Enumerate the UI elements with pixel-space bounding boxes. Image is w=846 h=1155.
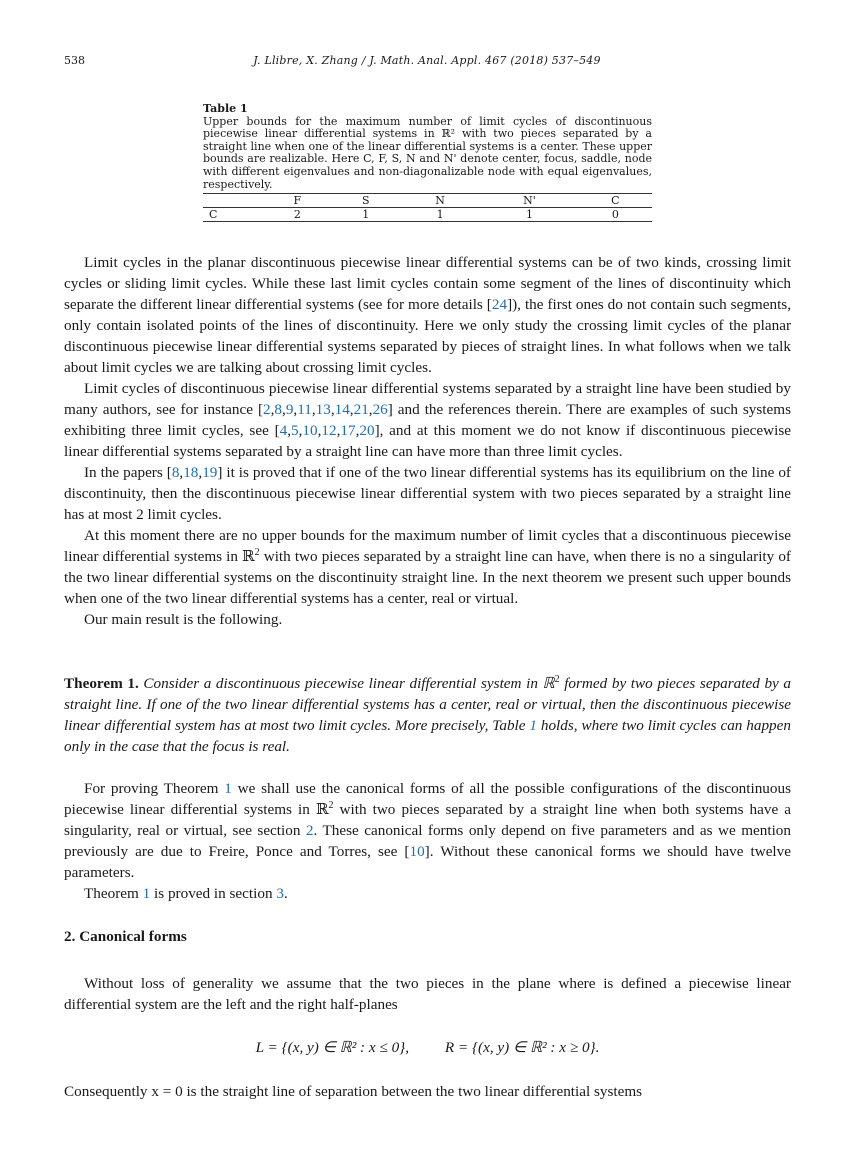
table-cell: 2: [263, 208, 332, 222]
page-number: 538: [64, 54, 85, 67]
intro-paragraphs: [64, 252, 791, 630]
theorem-1: [64, 673, 791, 757]
table-cell: 0: [579, 208, 652, 222]
table-cell: 1: [480, 208, 578, 222]
separation-line-paragraph: [64, 1081, 791, 1102]
paragraph: Our main result is the following.: [84, 611, 283, 628]
paragraph: In the papers [8,18,19] it is proved that if one of the two linear differential systems has its equilibrium on the line of discontinuity, then the discontinuous piecewise linear differential system with two pieces separated by a straight line has at most 2 limit cycles.: [64, 464, 791, 523]
paragraph: Limit cycles in the planar discontinuous piecewise linear differential systems can be of two kinds, crossing limit cycles or sliding limit cycles. While these last limit cycles contain some segment of the lines of discontinuity which separate the different linear differential systems (see for more details [24]), the first ones do not contain such segments, only contain isolated points of the lines of discontinuity. Here we only study the crossing limit cycles of the planar discontinuous piecewise linear differential systems separated by pieces of straight lines. In what follows when we talk about limit cycles we are talking about crossing limit cycles.: [64, 254, 791, 376]
table-label: Table 1: [203, 102, 248, 115]
paragraph: For proving Theorem 1 we shall use the canonical forms of all the possible configurations of the discontinuous piecewise linear differential systems in ℝ$^2$ with two pieces separated by a straight line when both systems have a singularity, real or virtual, see section 2. These canonical forms only depend on five parameters and as we mention previously are due to Freire, Ponce and Torres, see [10]. Without these canonical forms we should have twelve parameters.: [64, 780, 792, 881]
running-header: [64, 54, 790, 70]
table-header-row: [203, 194, 652, 208]
canonical-forms-intro: [64, 973, 791, 1015]
table-1: [203, 103, 652, 222]
column-header: C: [579, 194, 652, 208]
column-header: N: [400, 194, 480, 208]
column-header: S: [332, 194, 400, 208]
section-heading: 2. Canonical forms: [64, 928, 187, 945]
formula-left-half-plane: L = {(x, y) ∈ ℝ² : x ≤ 0},: [255, 1039, 410, 1056]
column-header: F: [263, 194, 332, 208]
table-cell: 1: [400, 208, 480, 222]
theorem-paragraph: [64, 673, 791, 757]
theorem-label: Theorem 1.: [64, 675, 139, 692]
formula-right-half-plane: R = {(x, y) ∈ ℝ² : x ≥ 0}.: [444, 1039, 600, 1056]
paragraph: At this moment there are no upper bounds for the maximum number of limit cycles that a discontinuous piecewise linear differential systems in ℝ$^2$ with two pieces separated by a straight line can have, when there is no a singularity of the two linear differential systems on the discontinuity straight line. In the next theorem we present such upper bounds when one of the two linear differential systems has a center, real or virtual.: [64, 527, 791, 607]
paragraph: Without loss of generality we assume that the two pieces in the plane where is defined a piecewise linear differential system are the left and the right half-planes: [64, 975, 791, 1013]
display-formula: [64, 1038, 791, 1057]
running-title: J. Llibre, X. Zhang / J. Math. Anal. Appl. 467 (2018) 537–549: [253, 54, 601, 67]
limit-cycle-table: [203, 193, 652, 222]
paragraph: Consequently x = 0 is the straight line of separation between the two linear differential systems: [64, 1083, 643, 1100]
column-header: N': [480, 194, 578, 208]
table-cell: C: [203, 208, 263, 222]
paragraph: Theorem 1 is proved in section 3.: [84, 885, 288, 902]
proof-outline: [64, 778, 791, 904]
column-header: [203, 194, 263, 208]
paragraph: Limit cycles of discontinuous piecewise linear differential systems separated by a straight line have been studied by many authors, see for instance [2,8,9,11,13,14,21,26] and the references therein. There are examples of such systems exhibiting three limit cycles, see [4,5,10,12,17,20], and at this moment we do not know if discontinuous piecewise linear differential systems separated by a straight line can have more than three limit cycles.: [64, 380, 791, 460]
table-cell: 1: [332, 208, 400, 222]
theorem-text: Consider a discontinuous piecewise linear differential system in ℝ$^2$ formed by two pieces separated by a straight line. If one of the two linear differential systems has a center, real or virtual, then the discontinuous piecewise linear differential system has at most two limit cycles. More precisely, Table 1 holds, where two limit cycles can happen only in the case that the focus is real.: [64, 673, 791, 755]
table-caption: Upper bounds for the maximum number of limit cycles of discontinuous piecewise linear differential systems in ℝ² with two pieces separated by a straight line when one of the linear differential systems is a center. These upper bounds are realizable. Here C, F, S, N and N' denote center, focus, saddle, node with different eigenvalues and non-diagonalizable node with equal eigenvalues, respectively.: [203, 114, 652, 191]
table-row: [203, 208, 652, 222]
